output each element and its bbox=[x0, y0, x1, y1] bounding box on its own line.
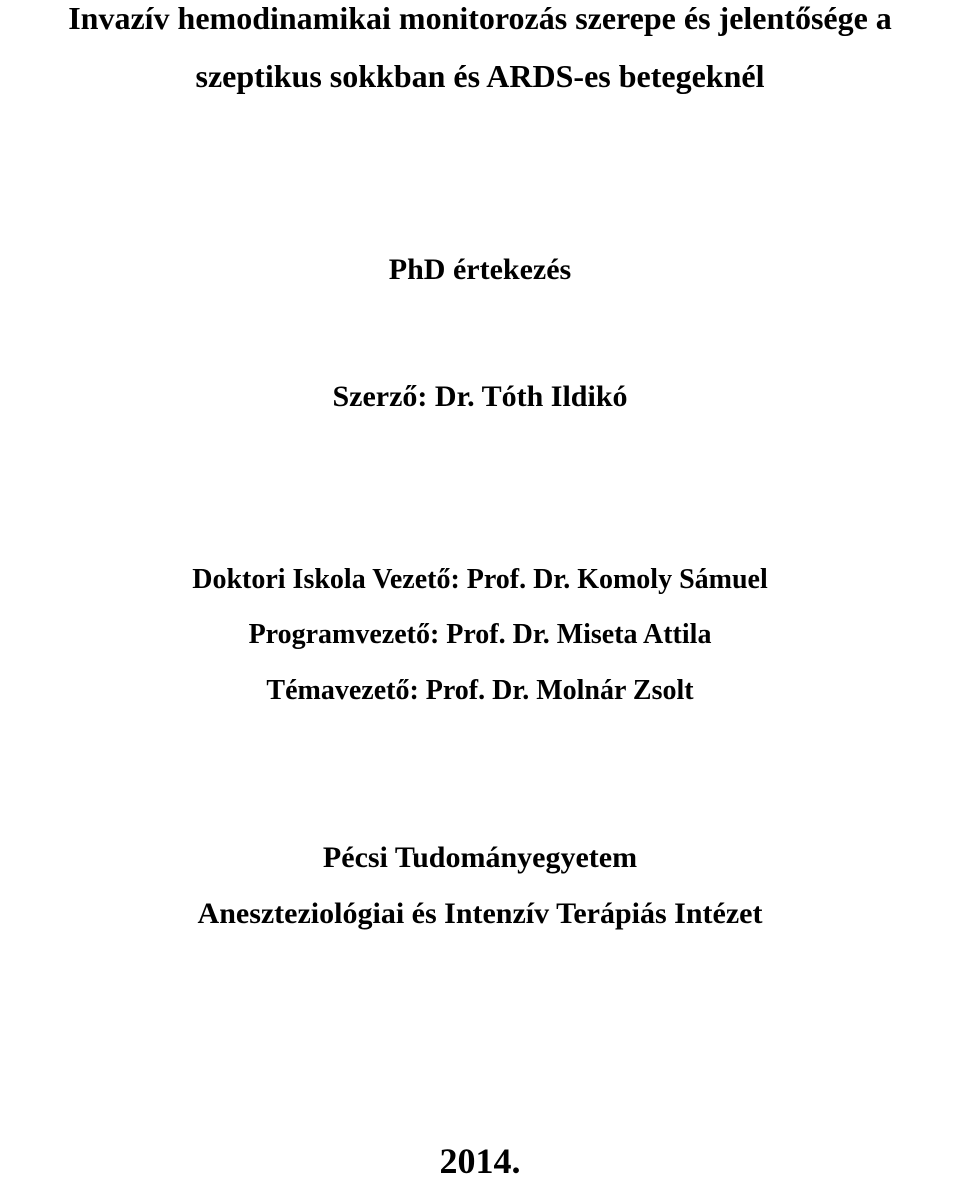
thesis-title-line-1: Invazív hemodinamikai monitorozás szerepe és jelentősége a bbox=[68, 0, 892, 36]
university-name: Pécsi Tudományegyetem bbox=[322, 841, 638, 874]
thesis-title-line-2: szeptikus sokkban és ARDS-es betegeknél bbox=[195, 58, 765, 94]
institute-name: Aneszteziológiai és Intenzív Terápiás Intézet bbox=[197, 897, 763, 930]
supervisor-line: Témavezető: Prof. Dr. Molnár Zsolt bbox=[266, 675, 694, 706]
doctoral-school-head: Doktori Iskola Vezető: Prof. Dr. Komoly Sámuel bbox=[192, 564, 768, 595]
author-line: Szerző: Dr. Tóth Ildikó bbox=[332, 380, 628, 413]
program-leader: Programvezető: Prof. Dr. Miseta Attila bbox=[248, 619, 712, 650]
publication-year: 2014. bbox=[439, 1141, 521, 1181]
thesis-type: PhD értekezés bbox=[388, 253, 572, 286]
